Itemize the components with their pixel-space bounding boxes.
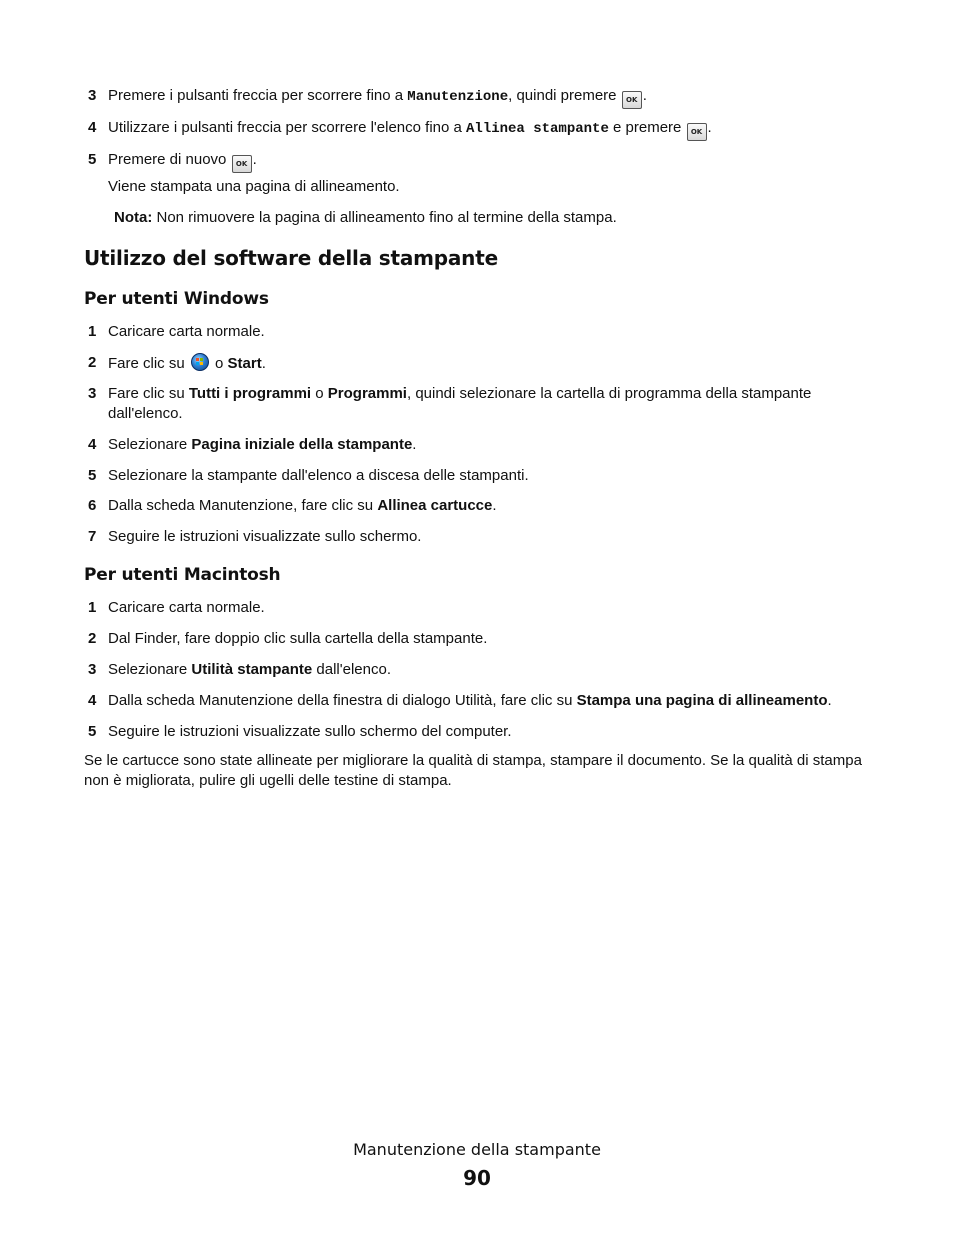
windows-heading: Per utenti Windows: [84, 289, 269, 309]
code-manutenzione: Manutenzione: [407, 89, 509, 105]
step-number: 4: [88, 436, 97, 453]
step-4-top: [84, 118, 884, 141]
step-number: 6: [88, 497, 97, 514]
win-step-6: [84, 496, 884, 516]
closing-paragraph: Se le cartucce sono state allineate per migliorare la qualità di stampa, stampare il documento. Se la qualità di stampa non è migliorata, pulire gli ugelli delle testine di stampa.: [84, 752, 862, 789]
step-text: Premere di nuovo OK .: [108, 150, 884, 173]
step-number: 2: [88, 630, 97, 647]
step-text: Premere i pulsanti freccia per scorrere fino a Manutenzione, quindi premere OK .: [108, 86, 884, 109]
step-number: 5: [88, 723, 97, 740]
step-number: 2: [88, 354, 97, 371]
code-allinea-stampante: Allinea stampante: [466, 121, 609, 137]
step-text: Fare clic su Tutti i programmi o Programmi, quindi selezionare la cartella di programma della stampante dall'elenco.: [108, 385, 812, 422]
win-step-1: [84, 322, 884, 342]
note-text: Non rimuovere la pagina di allineamento fino al termine della stampa.: [152, 209, 617, 226]
step-text: Fare clic su o Start.: [108, 355, 266, 372]
ok-button-icon: OK: [232, 155, 252, 173]
step-text: Dal Finder, fare doppio clic sulla cartella della stampante.: [108, 630, 488, 647]
win-step-7: [84, 527, 884, 547]
step-number: 7: [88, 528, 97, 545]
mac-heading: Per utenti Macintosh: [84, 565, 281, 585]
step-number: 4: [88, 692, 97, 709]
mac-step-5: [84, 722, 884, 742]
step-text: Selezionare Pagina iniziale della stampante.: [108, 436, 417, 453]
ok-button-icon: OK: [622, 91, 642, 109]
page-number: 90: [463, 1166, 491, 1190]
win-step-5: [84, 466, 884, 486]
step-text: Caricare carta normale.: [108, 599, 265, 616]
note: [114, 208, 894, 228]
section-title: Utilizzo del software della stampante: [84, 246, 498, 270]
step-3-top: [84, 86, 884, 109]
mac-step-3: [84, 660, 884, 680]
step-text: Caricare carta normale.: [108, 323, 265, 340]
step-5-top: [84, 150, 884, 173]
step-text: Dalla scheda Manutenzione, fare clic su Allinea cartucce.: [108, 497, 497, 514]
step-text: Selezionare Utilità stampante dall'elenco.: [108, 661, 391, 678]
step-number: 5: [88, 467, 97, 484]
footer-title: Manutenzione della stampante: [353, 1140, 601, 1159]
step-number: 3: [88, 385, 97, 402]
printed-line: Viene stampata una pagina di allineamento.: [108, 178, 400, 195]
win-step-3: [84, 384, 884, 424]
step-number: 5: [88, 151, 97, 168]
mac-step-2: [84, 629, 884, 649]
step-number: 3: [88, 87, 97, 104]
step-number: 4: [88, 119, 97, 136]
windows-start-icon: [191, 353, 209, 371]
step-number: 3: [88, 661, 97, 678]
step-number: 1: [88, 323, 97, 340]
step-text: Dalla scheda Manutenzione della finestra di dialogo Utilità, fare clic su Stampa una pagina di allineamento.: [108, 692, 832, 709]
step-text: Seguire le istruzioni visualizzate sullo schermo.: [108, 528, 422, 545]
step-number: 1: [88, 599, 97, 616]
step-text: Selezionare la stampante dall'elenco a discesa delle stampanti.: [108, 467, 529, 484]
mac-step-4: [84, 691, 884, 711]
win-step-2: [84, 353, 884, 374]
step-text: Utilizzare i pulsanti freccia per scorrere l'elenco fino a Allinea stampante e premere OK .: [108, 118, 884, 141]
mac-step-1: [84, 598, 884, 618]
note-label: Nota:: [114, 209, 153, 226]
ok-button-icon: OK: [687, 123, 707, 141]
step-text: Seguire le istruzioni visualizzate sullo schermo del computer.: [108, 723, 512, 740]
win-step-4: [84, 435, 884, 455]
